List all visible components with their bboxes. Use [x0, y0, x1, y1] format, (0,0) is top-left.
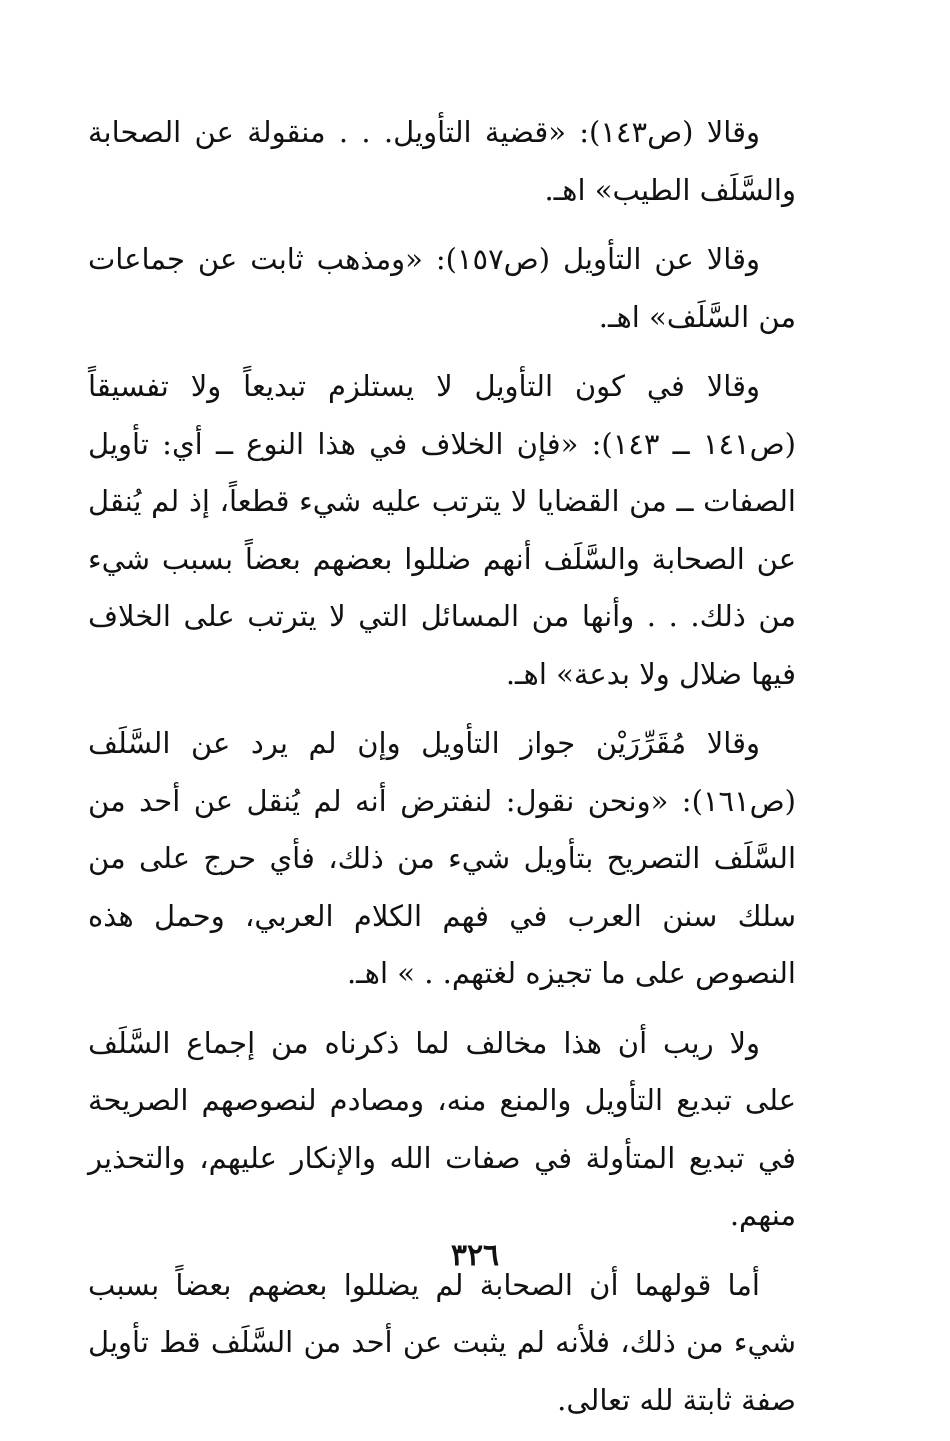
paragraph-4: وقالا مُقَرِّرَيْن جواز التأويل وإن لم يرد عن السَّلَف (ص١٦١): «ونحن نقول: لنفترض أنه لم يُنقل عن أحد من السَّلَف التصريح بتأويل شيء من ذلك، فأي حرج على من سلك سنن العرب في فهم الكلام العربي، وحمل هذه النصوص على ما تجيزه لغتهم. . » اهـ.: [88, 726, 796, 990]
paragraph-2: وقالا عن التأويل (ص١٥٧): «ومذهب ثابت عن جماعات من السَّلَف» اهـ.: [88, 242, 796, 334]
page-number: ٣٢٦: [450, 1238, 500, 1273]
paragraph-3: وقالا في كون التأويل لا يستلزم تبديعاً ولا تفسيقاً (ص١٤١ ــ ١٤٣): «فإن الخلاف في هذا النوع ــ أي: تأويل الصفات ــ من القضايا لا يترتب عليه شيء قطعاً، إذ لم يُنقل عن الصحابة والسَّلَف أنهم ضللوا بعضهم بعضاً بسبب شيء من ذلك. . . وأنها من المسائل التي لا يترتب على الخلاف فيها ضلال ولا بدعة» اهـ.: [88, 369, 796, 691]
paragraph-5: ولا ريب أن هذا مخالف لما ذكرناه من إجماع السَّلَف على تبديع التأويل والمنع منه، ومصادم لنصوصهم الصريحة في تبديع المتأولة في صفات الله والإنكار عليهم، والتحذير منهم.: [88, 1025, 796, 1232]
paragraph-1: وقالا (ص١٤٣): «قضية التأويل. . . منقولة عن الصحابة والسَّلَف الطيب» اهـ.: [88, 115, 796, 207]
paragraph-6: أما قولهما أن الصحابة لم يضللوا بعضهم بعضاً بسبب شيء من ذلك، فلأنه لم يثبت عن أحد من السَّلَف قط تأويل صفة ثابتة لله تعالى.: [88, 1267, 796, 1417]
